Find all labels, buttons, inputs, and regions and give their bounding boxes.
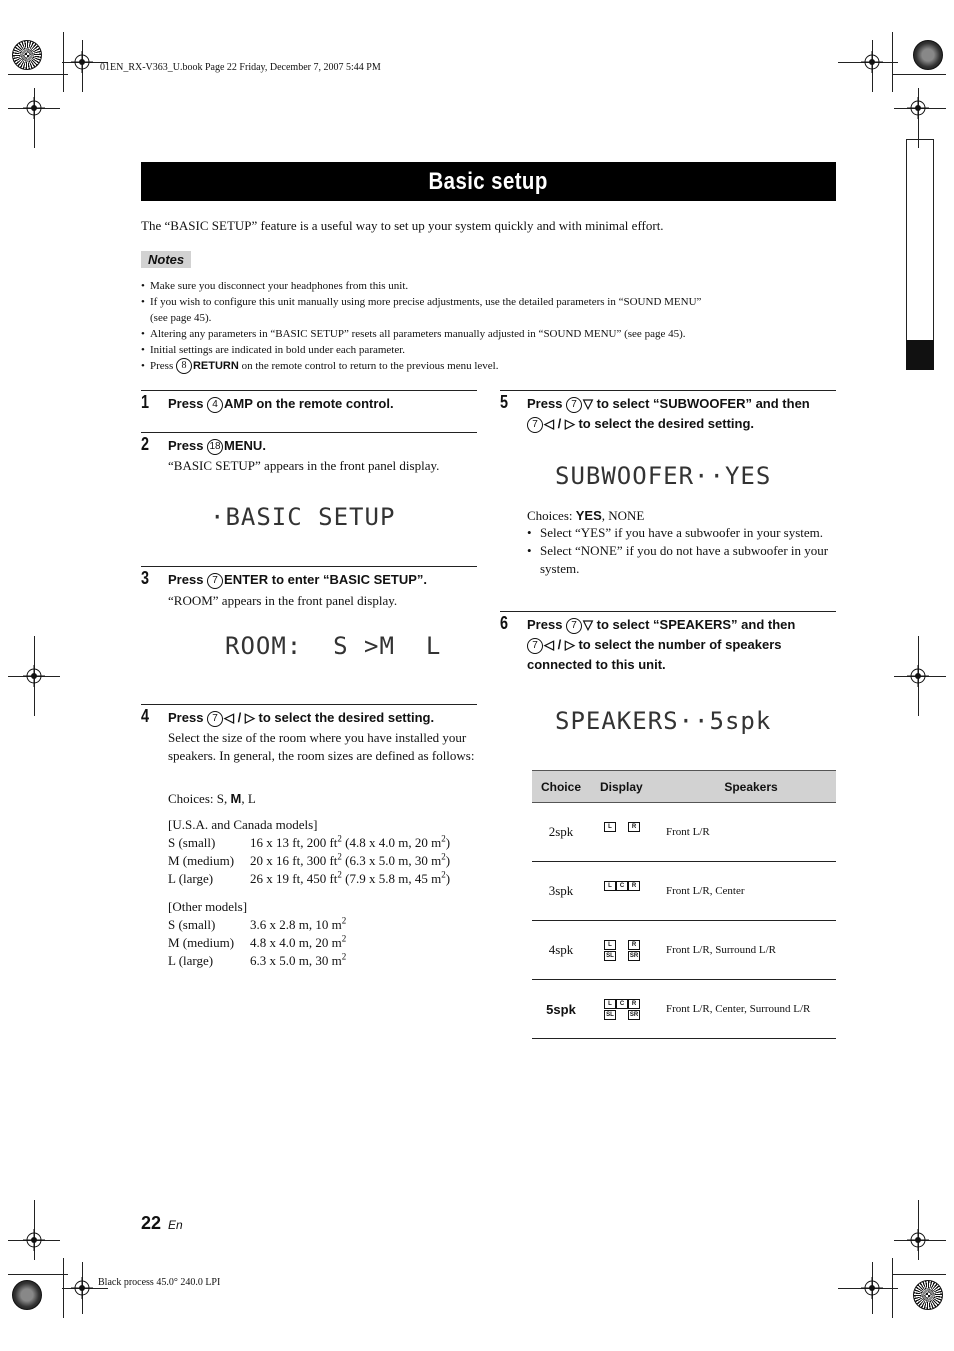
- front-left-indicator: L: [604, 881, 616, 891]
- note-item: • Initial settings are indicated in bold under each parameter.: [141, 344, 406, 356]
- table-row: S (small) 3.6 x 2.8 m, 10 $m^2$: [168, 915, 347, 932]
- table-row: 2spk L R Front L/R: [532, 803, 836, 862]
- speaker-indicator-display: [590, 921, 666, 980]
- speaker-indicator-display: [590, 862, 666, 921]
- speaker-indicator-display: [590, 980, 666, 1039]
- table-row: L (large) 6.3 x 5.0 m, 30 $m^2$: [168, 951, 347, 968]
- list-item: • Select “NONE” if you do not have a subwoofer in your system.: [527, 543, 829, 576]
- column-header: Display: [590, 771, 666, 803]
- table-row: M (medium) 4.8 x 4.0 m, 20 $m^2$: [168, 933, 347, 950]
- subwoofer-bullets: [527, 524, 835, 578]
- surround-left-indicator: SL: [604, 1010, 616, 1020]
- step-divider: [141, 432, 477, 433]
- table-header-row: [532, 771, 836, 803]
- surround-right-indicator: SR: [629, 952, 639, 959]
- center-indicator: C: [616, 999, 628, 1009]
- other-models-heading: [Other models]: [168, 899, 248, 914]
- step-3-body: “ROOM” appears in the front panel display.: [168, 593, 398, 608]
- step-5-heading: Press 7 ▽ to select “SUBWOOFER” and then 7 ◁ / ▷ to select the desired setting.: [527, 396, 810, 431]
- table-row: 3spk L C R Front L/R, Center: [532, 862, 836, 921]
- table-row: M (medium) 20 x 16 ft, 300 $ft^2$ (6.3 x 5.0 m, 30 $m^2$): [168, 851, 451, 868]
- registration-mark-icon: [907, 1229, 929, 1251]
- step-divider: [141, 704, 477, 705]
- surround-right-indicator: SR: [629, 1011, 639, 1018]
- usa-room-size-table: [168, 834, 450, 888]
- front-panel-display: ROOM: S >M L: [225, 632, 442, 660]
- print-info: Black process 45.0° 240.0 LPI: [98, 1277, 221, 1288]
- front-panel-display: SUBWOOFER··YES: [555, 462, 772, 490]
- step-number: 2: [141, 434, 150, 454]
- step-2-body: “BASIC SETUP” appears in the front panel display.: [168, 458, 440, 473]
- step-divider: [141, 390, 477, 391]
- column-header: Choice: [532, 771, 590, 803]
- registration-mark-icon: [861, 51, 883, 73]
- front-right-indicator: R: [628, 999, 640, 1009]
- registration-mark-icon: [23, 665, 45, 687]
- step-number: 6: [500, 613, 509, 633]
- key-number-icon: 7: [566, 397, 582, 413]
- step-number: 4: [141, 706, 150, 726]
- key-number-icon: 7: [207, 711, 223, 727]
- front-right-indicator: R: [628, 822, 640, 832]
- registration-mark-icon: [861, 1277, 883, 1299]
- front-left-indicator: L: [604, 940, 616, 950]
- registration-mark-icon: [71, 51, 93, 73]
- note-item: • Make sure you disconnect your headphones from this unit.: [141, 280, 409, 292]
- enter-key-label: ENTER: [224, 572, 269, 587]
- key-number-icon: 18: [207, 439, 223, 455]
- chapter-tab: [906, 139, 934, 369]
- page-title: Basic setup: [428, 167, 549, 195]
- note-item: • If you wish to configure this unit manually using more precise adjustments, use the detailed parameters in “SOUND MENU”: [141, 296, 702, 308]
- step-4-body: Select the size of the room where you have installed your speakers. In general, the room sizes are defined as follows:: [168, 730, 475, 763]
- table-row: 4spk $\frac{L}{SL}$ $\frac{R}{SR}$ Front L/R, Surround L/R: [532, 921, 836, 980]
- speaker-configuration-table: [532, 770, 836, 1039]
- step-2-heading: Press 18 MENU.: [168, 438, 266, 453]
- key-number-icon: 7: [527, 638, 543, 654]
- registration-mark-icon: [71, 1277, 93, 1299]
- front-left-indicator: L: [604, 822, 616, 832]
- step-1-heading: Press 4 AMP on the remote control.: [168, 396, 394, 411]
- speaker-indicator-display: [590, 803, 666, 862]
- page-language: En: [168, 1218, 183, 1232]
- menu-key-label: MENU: [224, 438, 263, 453]
- title-bar: [141, 162, 836, 201]
- table-row: 5spk $\frac{L}{SL}$ C $\frac{R}{SR}$ Front L/R, Center, Surround L/R: [532, 980, 836, 1039]
- note-item-continued: (see page 45).: [150, 312, 212, 324]
- key-number-icon: 7: [566, 618, 582, 634]
- step-4-heading: Press 7 ◁ / ▷ to select the desired setting.: [168, 710, 435, 725]
- step-number: 5: [500, 392, 509, 412]
- registration-mark-icon: [907, 97, 929, 119]
- chapter-tab-marker: [906, 340, 934, 370]
- registration-mark-icon: [23, 97, 45, 119]
- note-item: • Altering any parameters in “BASIC SETUP” resets all parameters manually adjusted in “SOUND MENU” (see page 45).: [141, 328, 686, 340]
- step-3-heading: Press 7 ENTER to enter “BASIC SETUP”.: [168, 572, 428, 587]
- page-number: 22: [141, 1213, 162, 1233]
- surround-left-indicator: SL: [604, 951, 616, 961]
- front-right-indicator: R: [628, 940, 640, 950]
- left-right-arrow-icon: ◁ / ▷: [544, 637, 575, 652]
- front-panel-display: SPEAKERS··5spk: [555, 707, 772, 735]
- subwoofer-choices: Choices: YES, NONE: [527, 508, 645, 523]
- color-rosette-icon: [913, 40, 943, 70]
- return-key-label: RETURN: [192, 360, 239, 372]
- front-panel-display: ·BASIC SETUP: [210, 503, 396, 531]
- left-right-arrow-icon: ◁ / ▷: [224, 710, 255, 725]
- file-header: 01EN_RX-V363_U.book Page 22 Friday, December 7, 2007 5:44 PM: [100, 62, 381, 73]
- step-divider: [500, 390, 836, 391]
- center-indicator: C: [616, 881, 628, 891]
- step-divider: [141, 566, 477, 567]
- table-row: L (large) 26 x 19 ft, 450 $ft^2$ (7.9 x 5.8 m, 45 $m^2$): [168, 869, 451, 886]
- registration-mark-icon: [23, 1229, 45, 1251]
- key-number-icon: 8: [176, 358, 192, 374]
- step-number: 3: [141, 568, 150, 588]
- table-row: S (small) 16 x 13 ft, 200 $ft^2$ (4.8 x 4.0 m, 20 $m^2$): [168, 833, 451, 850]
- color-rosette-icon: [913, 1280, 943, 1310]
- note-item: • Press 8 RETURN on the remote control to return to the previous menu level.: [141, 360, 499, 372]
- amp-key-label: AMP: [224, 396, 253, 411]
- list-item: • Select “YES” if you have a subwoofer in your system.: [527, 525, 824, 540]
- front-left-indicator: L: [604, 999, 616, 1009]
- left-right-arrow-icon: ◁ / ▷: [544, 416, 575, 431]
- notes-list: [141, 278, 831, 374]
- intro-text: The “BASIC SETUP” feature is a useful way to set up your system quickly and with minimal effort.: [141, 218, 664, 233]
- color-rosette-icon: [12, 1280, 42, 1310]
- color-rosette-icon: [12, 40, 42, 70]
- down-arrow-icon: ▽: [583, 617, 594, 632]
- key-number-icon: 4: [207, 397, 223, 413]
- front-right-indicator: R: [628, 881, 640, 891]
- other-room-size-table: [168, 916, 346, 970]
- room-choices: Choices: S, M, L: [168, 791, 256, 806]
- step-6-heading: Press 7 ▽ to select “SPEAKERS” and then 7 ◁ / ▷ to select the number of speakers connected to this unit.: [527, 617, 796, 672]
- column-header: Speakers: [666, 771, 836, 803]
- step-number: 1: [141, 392, 150, 412]
- key-number-icon: 7: [207, 573, 223, 589]
- registration-mark-icon: [907, 665, 929, 687]
- down-arrow-icon: ▽: [583, 396, 594, 411]
- notes-label: Notes: [141, 251, 191, 268]
- step-divider: [500, 611, 836, 612]
- key-number-icon: 7: [527, 417, 543, 433]
- usa-models-heading: [U.S.A. and Canada models]: [168, 817, 318, 832]
